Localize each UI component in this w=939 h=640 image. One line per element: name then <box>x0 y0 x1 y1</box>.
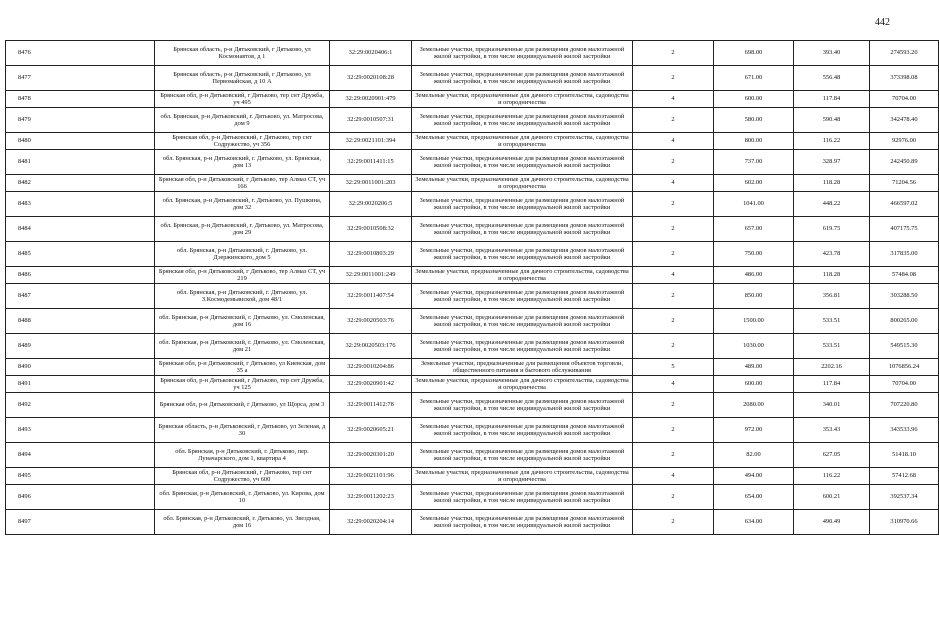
group-number-cell: 4 <box>633 267 714 284</box>
table-row <box>6 309 939 334</box>
cadastral-number-cell: 32:29:0020901:479 <box>330 91 412 108</box>
address-cell: Брянская область, р-н Дятьковский, г Дятьково, ул Первомайская, д 10 А <box>155 66 330 91</box>
group-number-cell: 2 <box>633 284 714 309</box>
land-use-cell: Земельные участки, предназначенные для дачного строительства, садоводства и огородничества <box>412 133 633 150</box>
specific-value-cell: 118.28 <box>794 267 870 284</box>
page-number: 442 <box>875 17 890 28</box>
specific-value-cell: 118.28 <box>794 175 870 192</box>
area-cell: 486.00 <box>714 267 794 284</box>
land-use-cell: Земельные участки, предназначенные для размещения домов малоэтажной жилой застройки, в том числе индивидуальной жилой застройки <box>412 108 633 133</box>
group-number-cell: 4 <box>633 175 714 192</box>
row-number-cell: 8481 <box>6 150 155 175</box>
row-number-cell: 8486 <box>6 267 155 284</box>
address-cell: Брянская обл, р-н Дятьковский, г Дятьково, тер снт Содружество, уч 356 <box>155 133 330 150</box>
address-cell: обл. Брянская, р-н Дятьковский, г. Дятьково, ул. Матросова, дом 9 <box>155 108 330 133</box>
land-use-cell: Земельные участки, предназначенные для размещения домов малоэтажной жилой застройки, в том числе индивидуальной жилой застройки <box>412 192 633 217</box>
group-number-cell: 2 <box>633 192 714 217</box>
address-cell: Брянская обл, р-н Дятьковский, г Дятьково, тер Алмаз СТ, уч 166 <box>155 175 330 192</box>
address-cell: обл. Брянская, р-н Дятьковский, г. Дятьково, ул. Смоленская, дом 16 <box>155 309 330 334</box>
address-cell: Брянская обл, р-н Дятьковский, г Дятьково, тер снт Дружба, уч 495 <box>155 91 330 108</box>
land-use-cell: Земельные участки, предназначенные для дачного строительства, садоводства и огородничества <box>412 267 633 284</box>
area-cell: 600.00 <box>714 376 794 393</box>
table-row <box>6 418 939 443</box>
table-row <box>6 267 939 284</box>
table-row <box>6 91 939 108</box>
group-number-cell: 2 <box>633 66 714 91</box>
specific-value-cell: 423.78 <box>794 242 870 267</box>
cadastral-number-cell: 32:29:0011001:203 <box>330 175 412 192</box>
row-number-cell: 8484 <box>6 217 155 242</box>
cadastral-number-cell: 32:29:0011411:15 <box>330 150 412 175</box>
land-use-cell: Земельные участки, предназначенные для дачного строительства, садоводства и огородничества <box>412 91 633 108</box>
table-row <box>6 468 939 485</box>
table-row <box>6 334 939 359</box>
area-cell: 737.00 <box>714 150 794 175</box>
row-number-cell: 8493 <box>6 418 155 443</box>
cadastral-value-cell: 317835.00 <box>870 242 939 267</box>
specific-value-cell: 448.22 <box>794 192 870 217</box>
cadastral-value-cell: 707220.80 <box>870 393 939 418</box>
cadastral-value-cell: 343533.96 <box>870 418 939 443</box>
cadastral-number-cell: 32:29:0020206:5 <box>330 192 412 217</box>
cadastral-value-cell: 392537.34 <box>870 485 939 510</box>
cadastral-number-cell: 32:29:0020503:76 <box>330 309 412 334</box>
specific-value-cell: 328.97 <box>794 150 870 175</box>
area-cell: 654.00 <box>714 485 794 510</box>
cadastral-number-cell: 32:29:0011407:54 <box>330 284 412 309</box>
address-cell: Брянская обл, р-н Дятьковский, г Дятьково, тер снт Дружба, уч 125 <box>155 376 330 393</box>
address-cell: обл. Брянская, р-н Дятьковский, г. Дятьково, ул. Пушкина, дом 32 <box>155 192 330 217</box>
specific-value-cell: 340.01 <box>794 393 870 418</box>
address-cell: Брянская обл, р-н Дятьковский, г Дятьково, тер Алмаз СТ, уч 219 <box>155 267 330 284</box>
row-number-cell: 8488 <box>6 309 155 334</box>
row-number-cell: 8494 <box>6 443 155 468</box>
address-cell: Брянская обл, р-н Дятьковский, г Дятьково, ул Киевская, дом 35 а <box>155 359 330 376</box>
cadastral-number-cell: 32:29:0020901:42 <box>330 376 412 393</box>
area-cell: 1030.00 <box>714 334 794 359</box>
group-number-cell: 2 <box>633 393 714 418</box>
cadastral-value-cell: 57484.08 <box>870 267 939 284</box>
specific-value-cell: 353.43 <box>794 418 870 443</box>
specific-value-cell: 116.22 <box>794 468 870 485</box>
group-number-cell: 4 <box>633 91 714 108</box>
land-use-cell: Земельные участки, предназначенные для дачного строительства, садоводства и огородничества <box>412 175 633 192</box>
table-row <box>6 393 939 418</box>
row-number-cell: 8483 <box>6 192 155 217</box>
specific-value-cell: 393.40 <box>794 41 870 66</box>
table-row <box>6 510 939 535</box>
land-use-cell: Земельные участки, предназначенные для размещения домов малоэтажной жилой застройки, в том числе индивидуальной жилой застройки <box>412 393 633 418</box>
area-cell: 634.00 <box>714 510 794 535</box>
cadastral-value-cell: 800265.00 <box>870 309 939 334</box>
specific-value-cell: 117.84 <box>794 376 870 393</box>
address-cell: обл. Брянская, р-н Дятьковский, г. Дятьково, ул. Брянская, дом 13 <box>155 150 330 175</box>
area-cell: 657.00 <box>714 217 794 242</box>
land-use-cell: Земельные участки, предназначенные для размещения домов малоэтажной жилой застройки, в том числе индивидуальной жилой застройки <box>412 309 633 334</box>
cadastral-number-cell: 32:29:0021101:394 <box>330 133 412 150</box>
area-cell: 750.00 <box>714 242 794 267</box>
land-use-cell: Земельные участки, предназначенные для размещения домов малоэтажной жилой застройки, в том числе индивидуальной жилой застройки <box>412 510 633 535</box>
cadastral-value-cell: 71204.56 <box>870 175 939 192</box>
land-use-cell: Земельные участки, предназначенные для размещения домов малоэтажной жилой застройки, в том числе индивидуальной жилой застройки <box>412 150 633 175</box>
cadastral-value-cell: 92976.00 <box>870 133 939 150</box>
group-number-cell: 2 <box>633 41 714 66</box>
table-row <box>6 133 939 150</box>
land-use-cell: Земельные участки, предназначенные для размещения домов малоэтажной жилой застройки, в том числе индивидуальной жилой застройки <box>412 334 633 359</box>
cadastral-number-cell: 32:29:0020605:21 <box>330 418 412 443</box>
group-number-cell: 2 <box>633 150 714 175</box>
cadastral-number-cell: 32:29:0011412:78 <box>330 393 412 418</box>
row-number-cell: 8497 <box>6 510 155 535</box>
table-row <box>6 443 939 468</box>
group-number-cell: 2 <box>633 485 714 510</box>
area-cell: 1041.00 <box>714 192 794 217</box>
table-row <box>6 376 939 393</box>
address-cell: обл. Брянская, р-н Дятьковский, г. Дятьково, ул. Смоленская, дом 21 <box>155 334 330 359</box>
cadastral-value-cell: 303288.50 <box>870 284 939 309</box>
group-number-cell: 2 <box>633 443 714 468</box>
row-number-cell: 8482 <box>6 175 155 192</box>
area-cell: 494.00 <box>714 468 794 485</box>
registry-table-body <box>6 41 939 535</box>
row-number-cell: 8479 <box>6 108 155 133</box>
cadastral-value-cell: 51418.10 <box>870 443 939 468</box>
land-use-cell: Земельные участки, предназначенные для дачного строительства, садоводства и огородничества <box>412 376 633 393</box>
table-row <box>6 66 939 91</box>
area-cell: 2080.00 <box>714 393 794 418</box>
row-number-cell: 8476 <box>6 41 155 66</box>
address-cell: Брянская обл, р-н Дятьковский, г Дятьково, ул Щорса, дом 3 <box>155 393 330 418</box>
area-cell: 580.00 <box>714 108 794 133</box>
land-use-cell: Земельные участки, предназначенные для размещения домов малоэтажной жилой застройки, в том числе индивидуальной жилой застройки <box>412 485 633 510</box>
row-number-cell: 8485 <box>6 242 155 267</box>
cadastral-number-cell: 32:29:0020301:20 <box>330 443 412 468</box>
area-cell: 600.00 <box>714 91 794 108</box>
address-cell: обл. Брянская, р-н Дятьковский, г. Дятьково, ул. Дзержинского, дом 5 <box>155 242 330 267</box>
area-cell: 602.00 <box>714 175 794 192</box>
specific-value-cell: 533.51 <box>794 309 870 334</box>
table-row <box>6 217 939 242</box>
address-cell: Брянская область, р-н Дятьковский, г Дятьково, ул Зеленая, д 30 <box>155 418 330 443</box>
specific-value-cell: 116.22 <box>794 133 870 150</box>
land-use-cell: Земельные участки, предназначенные для размещения домов малоэтажной жилой застройки, в том числе индивидуальной жилой застройки <box>412 284 633 309</box>
cadastral-value-cell: 70704.00 <box>870 91 939 108</box>
cadastral-value-cell: 407175.75 <box>870 217 939 242</box>
table-row <box>6 242 939 267</box>
address-cell: обл. Брянская, р-н Дятьковский, г. Дятьково, ул. З.Космодемьянской, дом 48/1 <box>155 284 330 309</box>
table-row <box>6 192 939 217</box>
group-number-cell: 4 <box>633 468 714 485</box>
land-use-cell: Земельные участки, предназначенные для размещения домов малоэтажной жилой застройки, в том числе индивидуальной жилой застройки <box>412 242 633 267</box>
cadastral-value-cell: 70704.00 <box>870 376 939 393</box>
cadastral-number-cell: 32:29:0021101:96 <box>330 468 412 485</box>
address-cell: обл. Брянская, р-н Дятьковский, г. Дятьково, ул. Матросова, дом 29 <box>155 217 330 242</box>
table-row <box>6 41 939 66</box>
cadastral-number-cell: 32:29:0011202:23 <box>330 485 412 510</box>
row-number-cell: 8490 <box>6 359 155 376</box>
row-number-cell: 8492 <box>6 393 155 418</box>
cadastral-number-cell: 32:29:0010507:31 <box>330 108 412 133</box>
table-row <box>6 284 939 309</box>
cadastral-value-cell: 274593.20 <box>870 41 939 66</box>
cadastral-number-cell: 32:29:0010508:32 <box>330 217 412 242</box>
area-cell: 82.00 <box>714 443 794 468</box>
land-use-cell: Земельные участки, предназначенные для дачного строительства, садоводства и огородничества <box>412 468 633 485</box>
land-use-cell: Земельные участки, предназначенные для размещения объектов торговли, общественного питания и бытового обслуживания <box>412 359 633 376</box>
area-cell: 489.00 <box>714 359 794 376</box>
group-number-cell: 2 <box>633 334 714 359</box>
row-number-cell: 8495 <box>6 468 155 485</box>
land-use-cell: Земельные участки, предназначенные для размещения домов малоэтажной жилой застройки, в том числе индивидуальной жилой застройки <box>412 217 633 242</box>
group-number-cell: 4 <box>633 133 714 150</box>
table-row <box>6 108 939 133</box>
area-cell: 698.00 <box>714 41 794 66</box>
row-number-cell: 8487 <box>6 284 155 309</box>
row-number-cell: 8489 <box>6 334 155 359</box>
specific-value-cell: 533.51 <box>794 334 870 359</box>
land-use-cell: Земельные участки, предназначенные для размещения домов малоэтажной жилой застройки, в том числе индивидуальной жилой застройки <box>412 41 633 66</box>
cadastral-number-cell: 32:29:0020503:176 <box>330 334 412 359</box>
cadastral-value-cell: 342478.40 <box>870 108 939 133</box>
specific-value-cell: 627.05 <box>794 443 870 468</box>
area-cell: 972.00 <box>714 418 794 443</box>
area-cell: 850.00 <box>714 284 794 309</box>
land-use-cell: Земельные участки, предназначенные для размещения домов малоэтажной жилой застройки, в том числе индивидуальной жилой застройки <box>412 418 633 443</box>
table-row <box>6 485 939 510</box>
cadastral-number-cell: 32:29:0020204:14 <box>330 510 412 535</box>
cadastral-value-cell: 549515.30 <box>870 334 939 359</box>
address-cell: обл. Брянская, р-н Дятьковский, г. Дятьково, ул. Звездная, дом 16 <box>155 510 330 535</box>
group-number-cell: 4 <box>633 376 714 393</box>
specific-value-cell: 117.84 <box>794 91 870 108</box>
row-number-cell: 8496 <box>6 485 155 510</box>
cadastral-value-cell: 373398.08 <box>870 66 939 91</box>
cadastral-value-cell: 310970.66 <box>870 510 939 535</box>
group-number-cell: 2 <box>633 510 714 535</box>
cadastral-value-cell: 466597.02 <box>870 192 939 217</box>
cadastral-number-cell: 32:29:0020406:1 <box>330 41 412 66</box>
cadastral-number-cell: 32:29:0011001:249 <box>330 267 412 284</box>
row-number-cell: 8477 <box>6 66 155 91</box>
cadastral-value-cell: 1076856.24 <box>870 359 939 376</box>
cadastral-value-cell: 57412.68 <box>870 468 939 485</box>
specific-value-cell: 2202.16 <box>794 359 870 376</box>
table-row <box>6 175 939 192</box>
cadastral-number-cell: 32:29:0010204:86 <box>330 359 412 376</box>
area-cell: 1500.00 <box>714 309 794 334</box>
specific-value-cell: 556.48 <box>794 66 870 91</box>
row-number-cell: 8478 <box>6 91 155 108</box>
cadastral-registry-table <box>5 40 939 535</box>
cadastral-value-cell: 242450.89 <box>870 150 939 175</box>
land-use-cell: Земельные участки, предназначенные для размещения домов малоэтажной жилой застройки, в том числе индивидуальной жилой застройки <box>412 443 633 468</box>
address-cell: обл. Брянская, р-н Дятьковский, г. Дятьково, ул. Кирова, дом 10 <box>155 485 330 510</box>
group-number-cell: 5 <box>633 359 714 376</box>
specific-value-cell: 490.49 <box>794 510 870 535</box>
area-cell: 671.00 <box>714 66 794 91</box>
row-number-cell: 8480 <box>6 133 155 150</box>
land-use-cell: Земельные участки, предназначенные для размещения домов малоэтажной жилой застройки, в том числе индивидуальной жилой застройки <box>412 66 633 91</box>
cadastral-number-cell: 32:29:0010803:29 <box>330 242 412 267</box>
table-row <box>6 150 939 175</box>
specific-value-cell: 619.75 <box>794 217 870 242</box>
specific-value-cell: 590.48 <box>794 108 870 133</box>
address-cell: обл. Брянская, р-н Дятьковский, г. Дятьково, пер. Луначарского, дом 1, квартира 4 <box>155 443 330 468</box>
address-cell: Брянская обл, р-н Дятьковский, г Дятьково, тер снт Содружество, уч 600 <box>155 468 330 485</box>
group-number-cell: 2 <box>633 418 714 443</box>
group-number-cell: 2 <box>633 309 714 334</box>
group-number-cell: 2 <box>633 242 714 267</box>
table-row <box>6 359 939 376</box>
specific-value-cell: 600.21 <box>794 485 870 510</box>
group-number-cell: 2 <box>633 108 714 133</box>
cadastral-number-cell: 32:29:0020108:28 <box>330 66 412 91</box>
specific-value-cell: 356.81 <box>794 284 870 309</box>
row-number-cell: 8491 <box>6 376 155 393</box>
group-number-cell: 2 <box>633 217 714 242</box>
area-cell: 800.00 <box>714 133 794 150</box>
address-cell: Брянская область, р-н Дятьковский, г Дятьково, ул Космонавтов, д 1 <box>155 41 330 66</box>
